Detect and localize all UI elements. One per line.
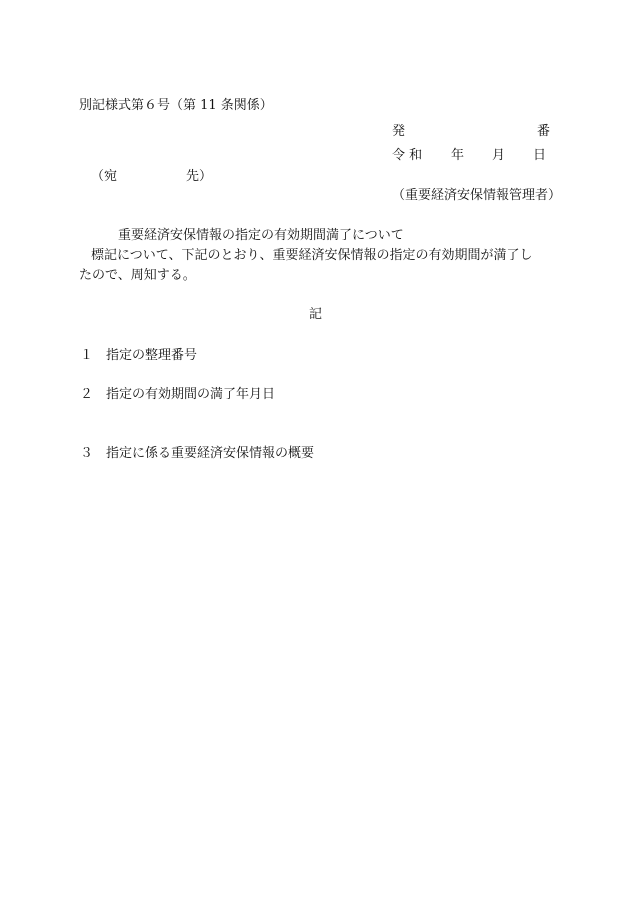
item-text: 指定に係る重要経済安保情報の概要	[106, 446, 315, 461]
item-text: 指定の有効期間の満了年月日	[106, 387, 276, 402]
addressee-close: 先）	[186, 169, 213, 184]
body-text-line-1: 標記について、下記のとおり、重要経済安保情報の指定の有効期間が満了し	[91, 248, 533, 263]
ki-heading: 記	[309, 307, 323, 322]
date-year: 年	[451, 148, 465, 163]
date-day: 日	[533, 148, 547, 163]
date-era: 令 和	[392, 148, 423, 163]
issue-number-suffix: 番	[537, 124, 551, 139]
form-label: 別記様式第６号（第 11 条関係）	[79, 98, 273, 113]
item-number: ２	[80, 387, 94, 402]
item-text: 指定の整理番号	[106, 348, 198, 363]
item-number: ３	[80, 446, 94, 461]
date-month: 月	[492, 148, 506, 163]
body-text-line-2: たので、周知する。	[79, 268, 196, 283]
issue-number-prefix: 発	[392, 124, 406, 139]
addressee-open: （宛	[91, 169, 118, 184]
sender-title: （重要経済安保情報管理者）	[392, 188, 562, 203]
document-title: 重要経済安保情報の指定の有効期間満了について	[118, 228, 404, 243]
item-number: １	[80, 348, 94, 363]
